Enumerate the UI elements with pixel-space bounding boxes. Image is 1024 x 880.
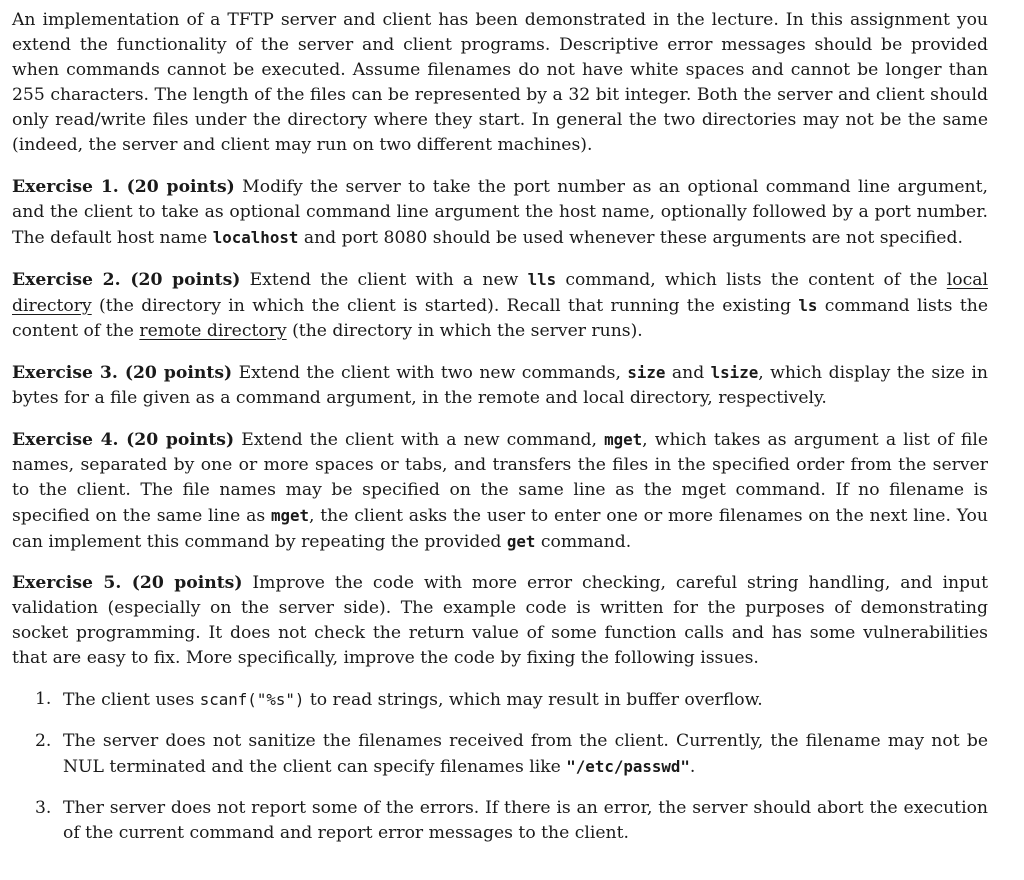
- code-lsize: lsize: [710, 363, 759, 382]
- exercise-2-heading: Exercise 2. (20 points): [12, 270, 241, 290]
- code-etc-passwd: "/etc/passwd": [566, 757, 690, 776]
- issue-3-text: Ther server does not report some of the errors. If there is an error, the server should abort the execution of the current command and report error messages to the client.: [63, 798, 988, 843]
- underlined-remote-directory: remote directory: [139, 321, 287, 341]
- issue-2-text-2: .: [689, 757, 696, 777]
- exercise-1-text-2: and port 8080 should be used whenever these arguments are not specified.: [298, 228, 963, 248]
- exercise-2-text-4: command lists the content of the: [12, 296, 988, 341]
- code-ls: ls: [798, 296, 818, 315]
- exercise-1: [12, 175, 988, 251]
- exercise-3-text-3: , which display the size in bytes for a file given as a command argument, in the remote and local directory, respectively.: [12, 363, 988, 408]
- exercise-4-text-4: command.: [535, 532, 632, 552]
- intro-text: An implementation of a TFTP server and client has been demonstrated in the lecture. In this assignment you extend the functionality of the server and client programs. Descriptive error messages should be provided when commands cannot be executed. Assume filenames do not have white spaces and cannot be longer than 255 characters. The length of the files can be represented by a 32 bit integer. Both the server and client should only read/write files under the directory where they start. In general the two directories may not be the same (indeed, the server and client may run on two different machines).: [12, 10, 988, 155]
- exercise-2-text-5: (the directory in which the server runs).: [286, 321, 643, 341]
- exercise-5-text: Improve the code with more error checking, careful string handling, and input validation (especially on the server side). The example code is written for the purposes of demonstrating socket programming. It does not check the return value of some function calls and has some vulnerabilities that are easy to fix. More specifically, improve the code by fixing the following issues.: [12, 573, 988, 668]
- issue-1-text: The client uses: [63, 690, 200, 710]
- issue-number: 3.: [35, 798, 52, 818]
- exercise-4-text-3: , the client asks the user to enter one or more filenames on the next line. You can implement this command by repeating the provided: [12, 506, 988, 552]
- issues-list: [12, 687, 988, 846]
- exercise-5: [12, 571, 988, 671]
- code-scanf: scanf("%s"): [199, 690, 305, 709]
- code-size: size: [627, 363, 666, 382]
- exercise-2-text-2: command, which lists the content of the: [556, 270, 947, 290]
- exercise-4-heading: Exercise 4. (20 points): [12, 430, 235, 450]
- intro-paragraph: [12, 8, 988, 158]
- exercise-3: [12, 360, 988, 411]
- issue-item-2: [12, 729, 988, 780]
- exercise-2: [12, 267, 988, 344]
- exercise-2-text: Extend the client with a new: [240, 270, 528, 290]
- code-mget-2: mget: [270, 506, 309, 525]
- exercise-1-heading: Exercise 1. (20 points): [12, 177, 235, 197]
- exercise-3-heading: Exercise 3. (20 points): [12, 363, 233, 383]
- exercise-4-text: Extend the client with a new command,: [234, 430, 605, 450]
- code-mget: mget: [604, 430, 643, 449]
- issue-number: 2.: [35, 731, 52, 751]
- code-localhost: localhost: [212, 228, 299, 247]
- exercise-3-text-2: and: [665, 363, 711, 383]
- exercise-4-text-2: , which takes as argument a list of file names, separated by one or more spaces or tabs, and transfers the files in the specified order from the server to the client. The file names may be specified on the same line as the mget command. If no filename is specified on the same line as: [12, 430, 988, 526]
- exercise-4: [12, 427, 988, 555]
- code-lls: lls: [527, 270, 557, 289]
- exercise-5-heading: Exercise 5. (20 points): [12, 573, 243, 593]
- issue-item-3: [12, 796, 988, 846]
- issue-2-text: The server does not sanitize the filenames received from the client. Currently, the filename may not be NUL terminated and the client can specify filenames like: [63, 731, 988, 777]
- issue-number: 1.: [35, 689, 52, 709]
- code-get: get: [506, 532, 536, 551]
- issue-item-1: [12, 687, 988, 713]
- exercise-1-text: Modify the server to take the port number as an optional command line argument, and the client to take as optional command line argument the host name, optionally followed by a port number. The default host name: [12, 177, 988, 248]
- underlined-local-directory: local directory: [12, 270, 988, 316]
- exercise-2-text-3: (the directory in which the client is started). Recall that running the existing: [91, 296, 799, 316]
- issue-1-text-2: to read strings, which may result in buffer overflow.: [304, 690, 763, 710]
- exercise-3-text: Extend the client with two new commands,: [232, 363, 628, 383]
